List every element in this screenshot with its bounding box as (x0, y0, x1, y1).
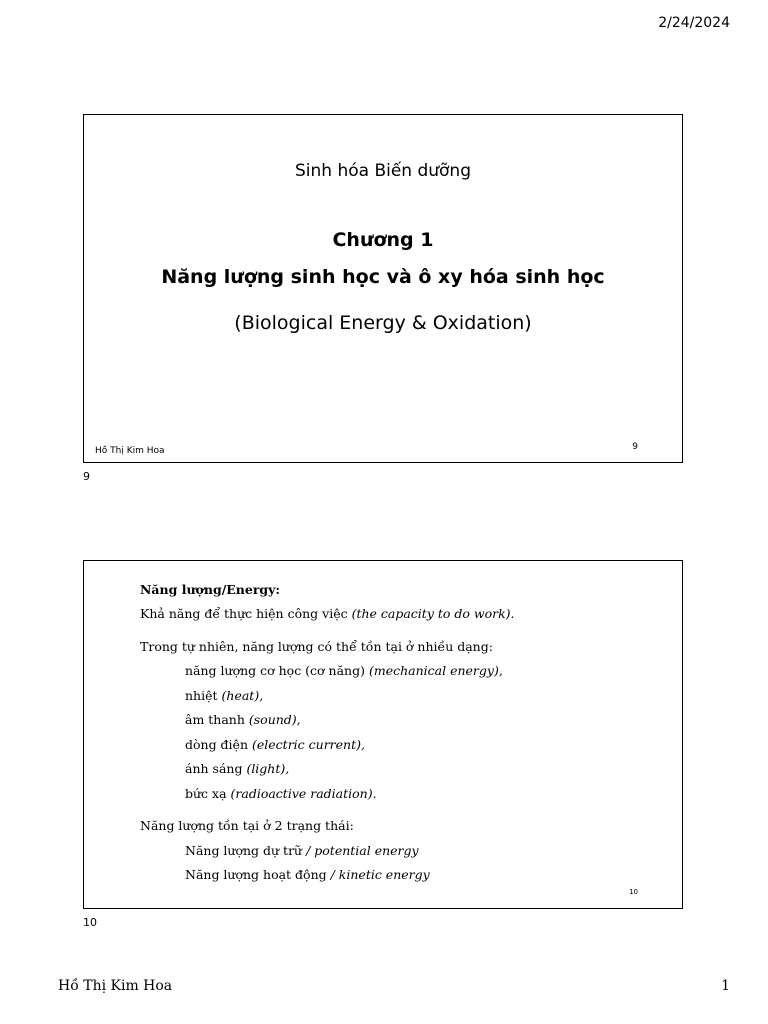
state-vi: Năng lượng dự trữ (185, 843, 303, 858)
footer-author: Hồ Thị Kim Hoa (58, 978, 173, 994)
definition-vi: Khả năng để thực hiện công việc (140, 606, 348, 621)
states-intro: Năng lượng tồn tại ở 2 trạng thái: (140, 818, 354, 833)
list-item (185, 761, 289, 776)
form-vi: ánh sáng (185, 761, 243, 776)
list-item (185, 737, 365, 752)
definition-en: (the capacity to do work). (351, 606, 515, 621)
chapter-title: Năng lượng sinh học và ô xy hóa sinh học (161, 266, 605, 288)
energy-heading: Năng lượng/Energy: (140, 582, 281, 597)
slide-number: 10 (629, 888, 638, 896)
print-date: 2/24/2024 (658, 15, 730, 31)
list-item (185, 663, 503, 678)
forms-intro: Trong tự nhiên, năng lượng có thể tồn tại ở nhiều dạng: (140, 639, 493, 654)
list-item (185, 786, 377, 801)
form-en: (light), (246, 761, 290, 776)
list-item (185, 843, 419, 858)
form-vi: năng lượng cơ học (cơ năng) (185, 663, 365, 678)
form-vi: nhiệt (185, 688, 218, 703)
form-en: (heat), (221, 688, 264, 703)
footer-page-number: 1 (721, 978, 730, 994)
state-en: / kinetic energy (330, 867, 430, 882)
form-en: (radioactive radiation). (230, 786, 377, 801)
list-item (185, 712, 301, 727)
form-en: (electric current), (252, 737, 365, 752)
slide-caption-number: 9 (83, 470, 90, 483)
chapter-subtitle: (Biological Energy & Oxidation) (234, 312, 532, 334)
course-title: Sinh hóa Biến dưỡng (294, 161, 472, 181)
form-vi: dòng điện (185, 737, 249, 752)
slide-10 (83, 560, 683, 909)
state-vi: Năng lượng hoạt động (185, 867, 327, 882)
form-vi: bức xạ (185, 786, 227, 801)
state-en: / potential energy (306, 843, 419, 858)
form-en: (sound), (248, 712, 301, 727)
form-vi: âm thanh (185, 712, 245, 727)
slide-author: Hồ Thị Kim Hoa (95, 446, 165, 456)
energy-definition (140, 606, 515, 621)
list-item (185, 688, 263, 703)
form-en: (mechanical energy), (368, 663, 503, 678)
chapter-label: Chương 1 (332, 229, 434, 251)
slide-number: 9 (632, 442, 638, 452)
slide-caption-number: 10 (83, 916, 97, 929)
slide-9 (83, 114, 683, 463)
list-item (185, 867, 430, 882)
